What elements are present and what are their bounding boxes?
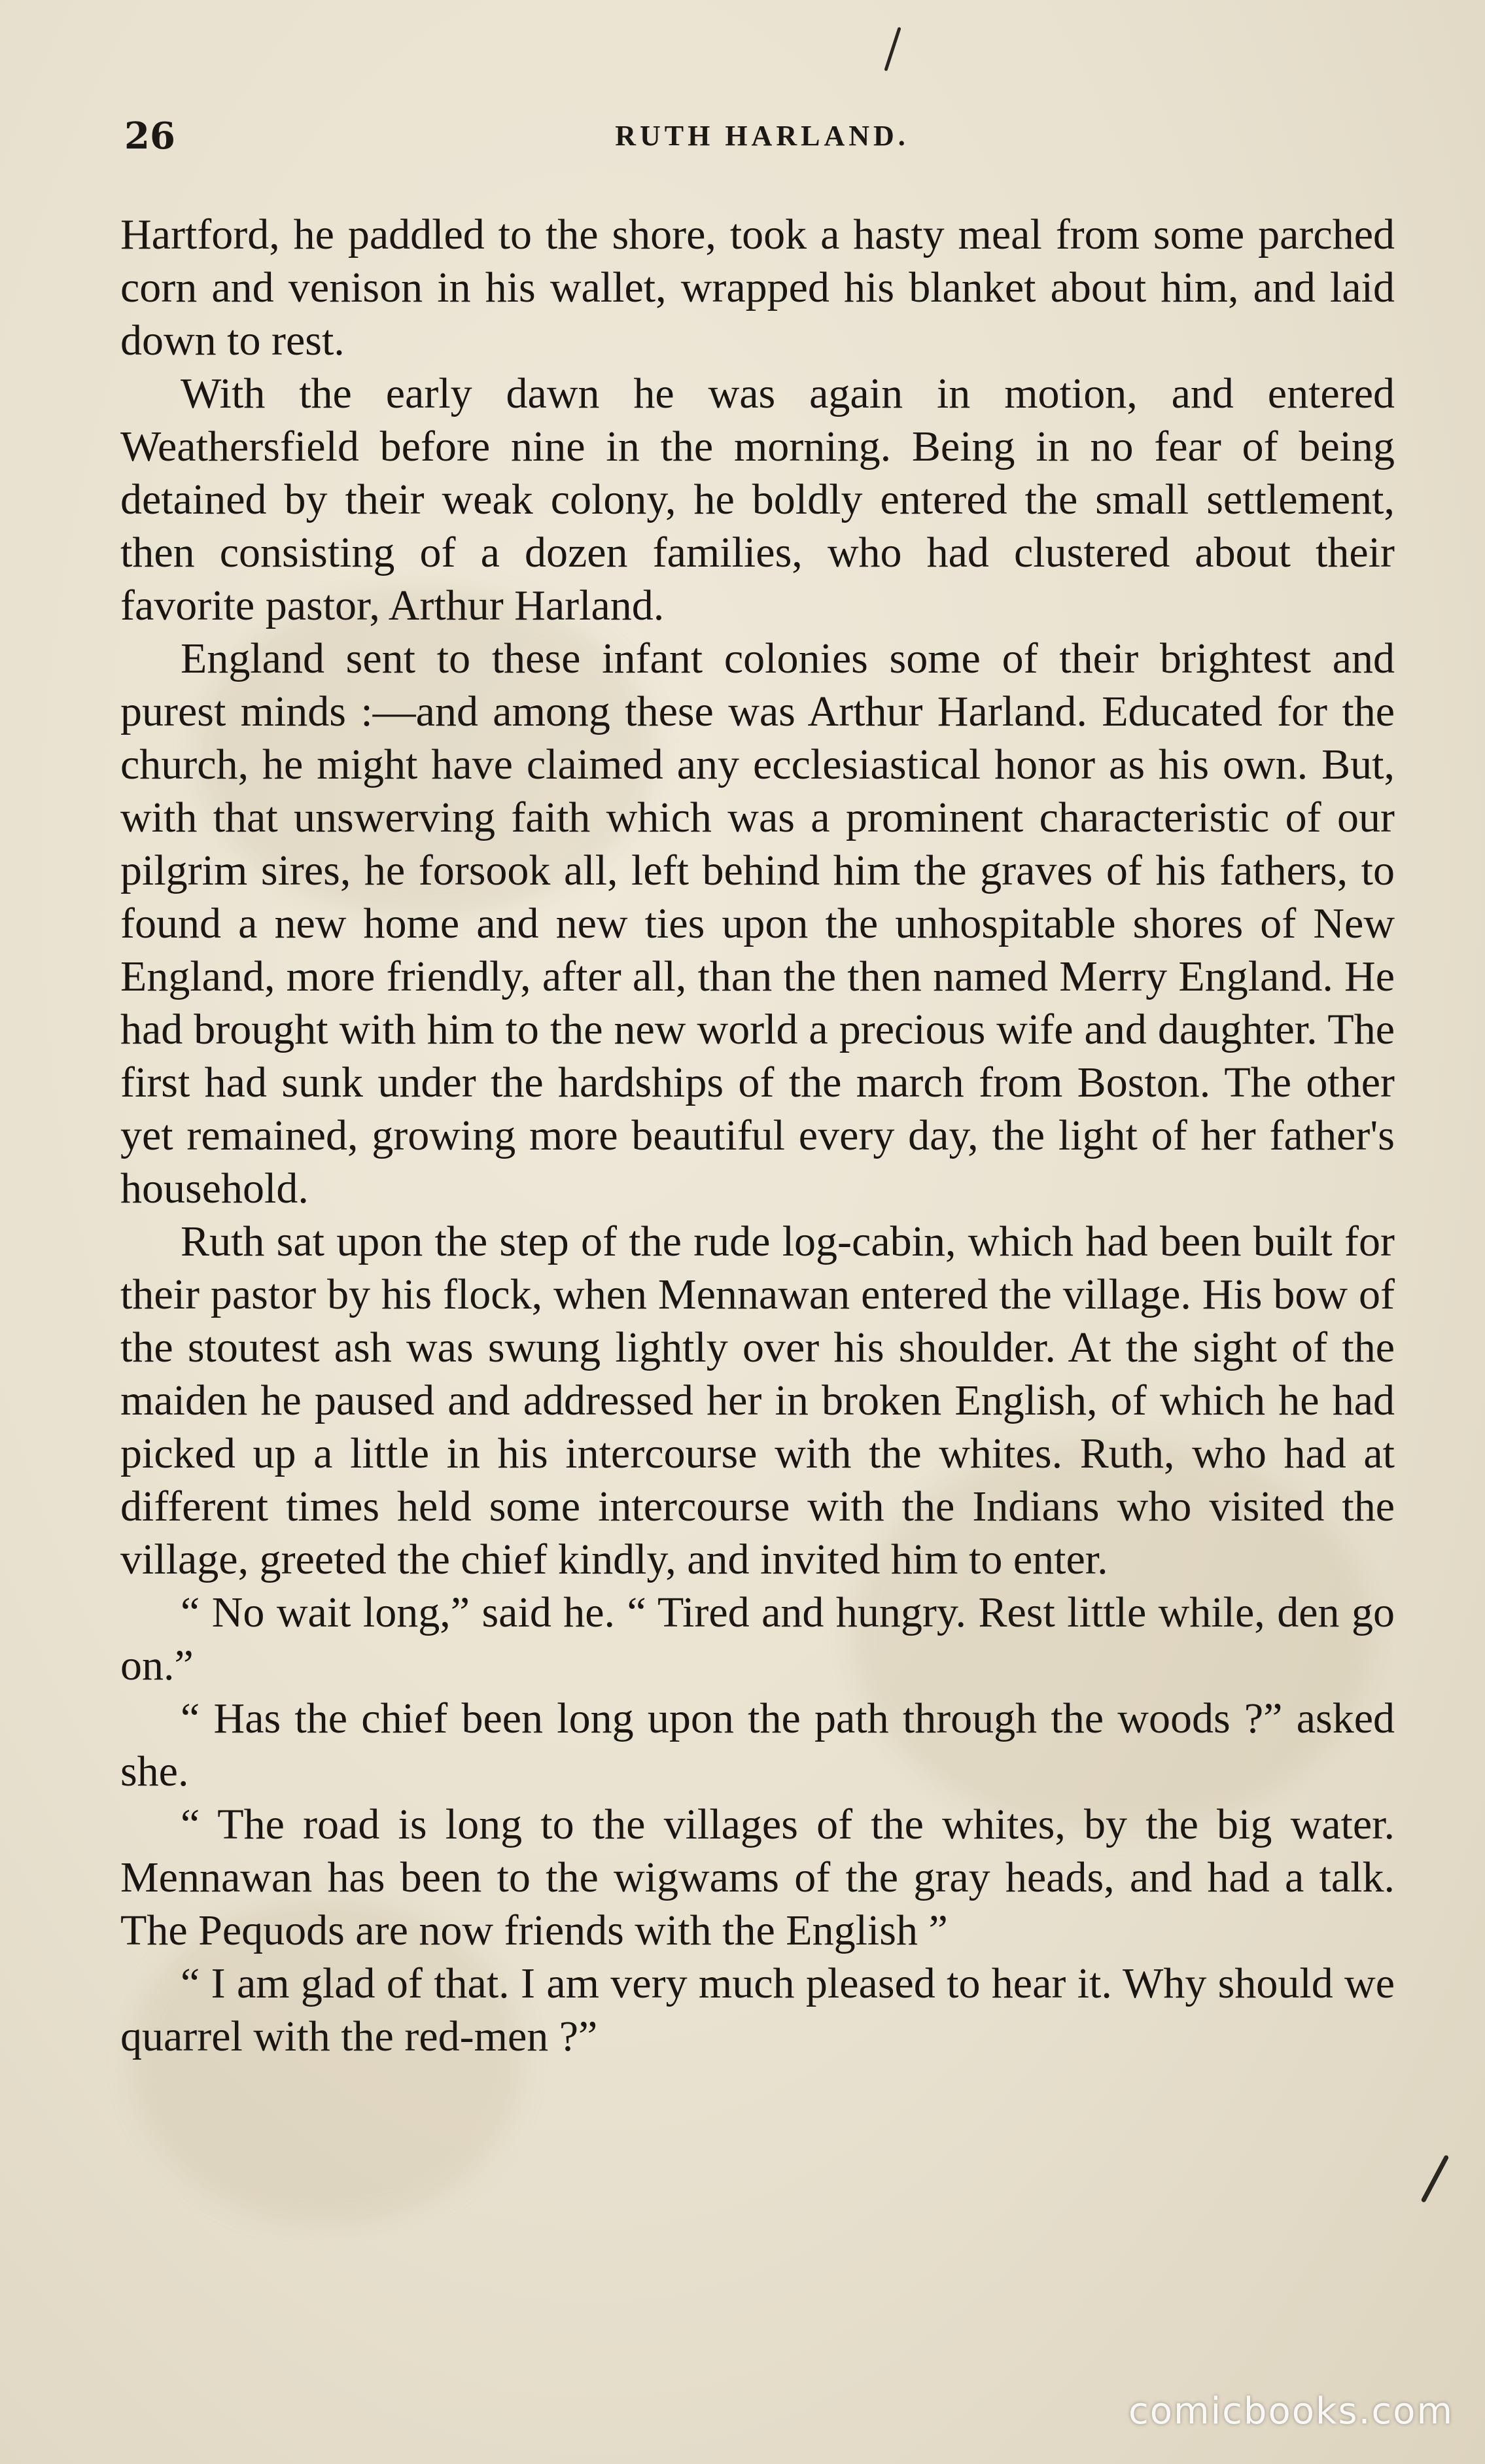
paper-scratch [1421, 2155, 1450, 2203]
running-head: RUTH HARLAND. [615, 120, 909, 152]
paragraph: “ The road is long to the villages of the whites, by the big water. Mennawan has been to the wigwams of the gray heads, and had a talk. The Pequods are now friends with the English ” [120, 1801, 1395, 1954]
paper-scratch [884, 27, 901, 71]
watermark: comicbooks.com [1128, 2390, 1454, 2433]
page-header [124, 110, 1400, 162]
page-number: 26 [124, 114, 175, 158]
paragraph: Ruth sat upon the step of the rude log-cabin, which had been built for their pastor by his flock, when Mennawan entered the village. His bow of the stoutest ash was swung lightly over his shoulder. At the sight of the maiden he paused and addressed her in broken English, of which he had picked up a little in his intercourse with the whites. Ruth, who had at different times held some intercourse with the Indians who visited the village, greeted the chief kindly, and invited him to enter. [120, 1218, 1395, 1583]
paragraph: With the early dawn he was again in motion, and entered Weathersfield before nine in the morning. Being in no fear of being detained by their weak colony, he boldly entered the small settlement, then consisting of a dozen families, who had clustered about their favorite pastor, Arthur Harland. [120, 370, 1395, 629]
paragraph: Hartford, he paddled to the shore, took a hasty meal from some parched corn and venison in his wallet, wrapped his blanket about him, and laid down to rest. [120, 211, 1395, 364]
paragraph: “ No wait long,” said he. “ Tired and hungry. Rest little while, den go on.” [120, 1589, 1395, 1689]
paragraph: England sent to these infant colonies some of their brightest and purest minds :—and among these was Arthur Harland. Educated for the church, he might have claimed any ecclesiastical honor as his own. But, with that unswerving faith which was a prominent characteristic of our pilgrim sires, he forsook all, left behind him the graves of his fathers, to found a new home and new ties upon the unhospitable shores of New England, more friendly, after all, than the then named Merry England. He had brought with him to the new world a precious wife and daughter. The first had sunk under the hardships of the march from Boston. The other yet remained, growing more beautiful every day, the light of her father's household. [120, 635, 1395, 1212]
body-text [120, 208, 1395, 2063]
paragraph: “ Has the chief been long upon the path through the woods ?” asked she. [120, 1695, 1395, 1795]
paragraph: “ I am glad of that. I am very much pleased to hear it. Why should we quarrel with the red-men ?” [120, 1960, 1395, 2060]
